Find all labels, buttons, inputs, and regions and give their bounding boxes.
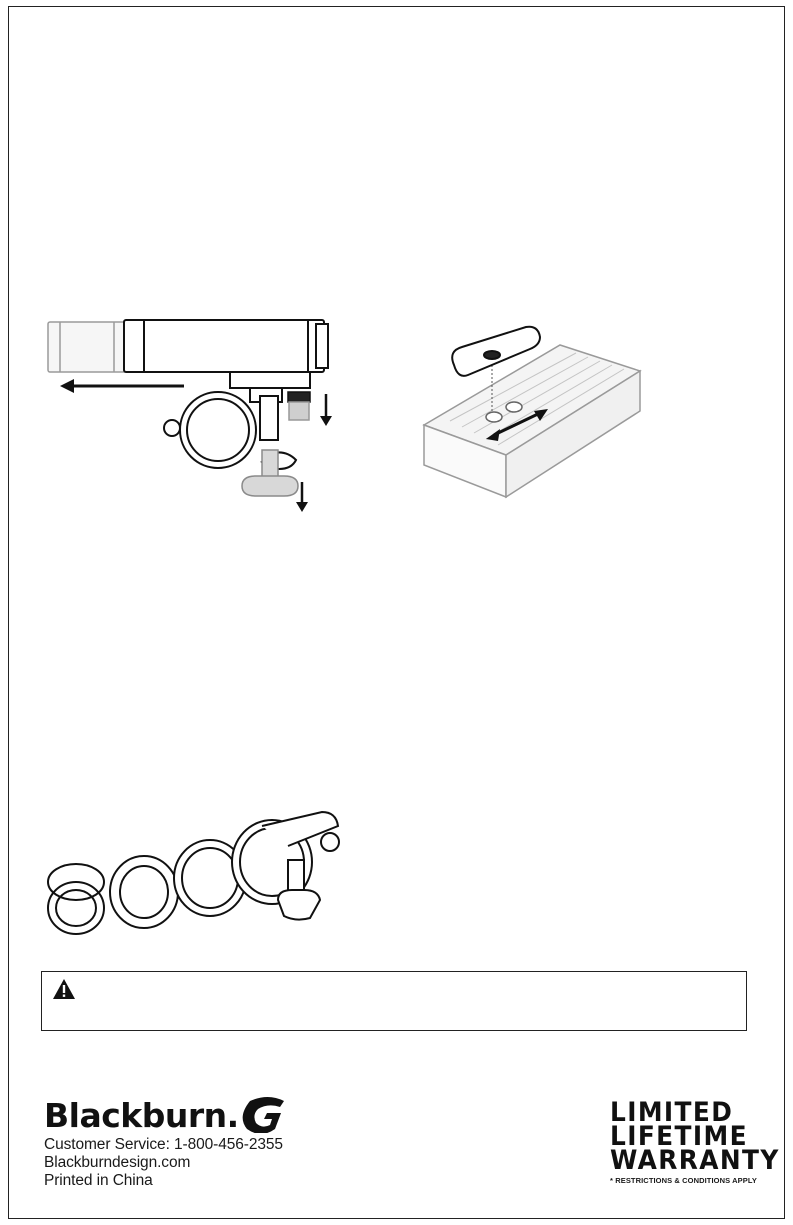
handlebar-clamp — [232, 812, 339, 920]
svg-text:Blackburn.: Blackburn. — [44, 1096, 239, 1133]
website-link[interactable]: Blackburndesign.com — [44, 1154, 191, 1171]
warranty-line-2: LIFETIME — [610, 1121, 748, 1152]
warranty-badge — [610, 1097, 780, 1185]
brand-footer — [44, 1093, 304, 1190]
warranty-line-3: WARRANTY — [610, 1145, 780, 1176]
warning-box — [41, 971, 747, 1031]
printed-in-line: Printed in China — [44, 1172, 153, 1189]
customer-service-line: Customer Service: 1-800-456-2355 — [44, 1136, 283, 1153]
slide-left-arrow-icon — [60, 379, 184, 393]
warning-triangle-icon — [52, 978, 76, 1000]
small-knob — [288, 392, 310, 420]
figure-shims — [40, 800, 350, 940]
warranty-note: * RESTRICTIONS & CONDITIONS APPLY — [610, 1176, 757, 1185]
shim-small — [48, 864, 104, 934]
blackburn-flame-logo-icon — [243, 1097, 284, 1133]
blackburn-logo — [44, 1093, 304, 1133]
clamp-ring — [164, 392, 278, 468]
page-border — [8, 6, 785, 1219]
figure-slide-mount — [410, 325, 650, 505]
down-arrow-icon — [320, 394, 332, 426]
figure-mount-removal — [40, 310, 350, 525]
light-body-ghost — [48, 322, 126, 372]
light-body — [124, 320, 328, 372]
thumb-knob-ghost — [242, 450, 298, 496]
warranty-line-1: LIMITED — [610, 1097, 734, 1128]
shim-medium — [110, 856, 178, 928]
